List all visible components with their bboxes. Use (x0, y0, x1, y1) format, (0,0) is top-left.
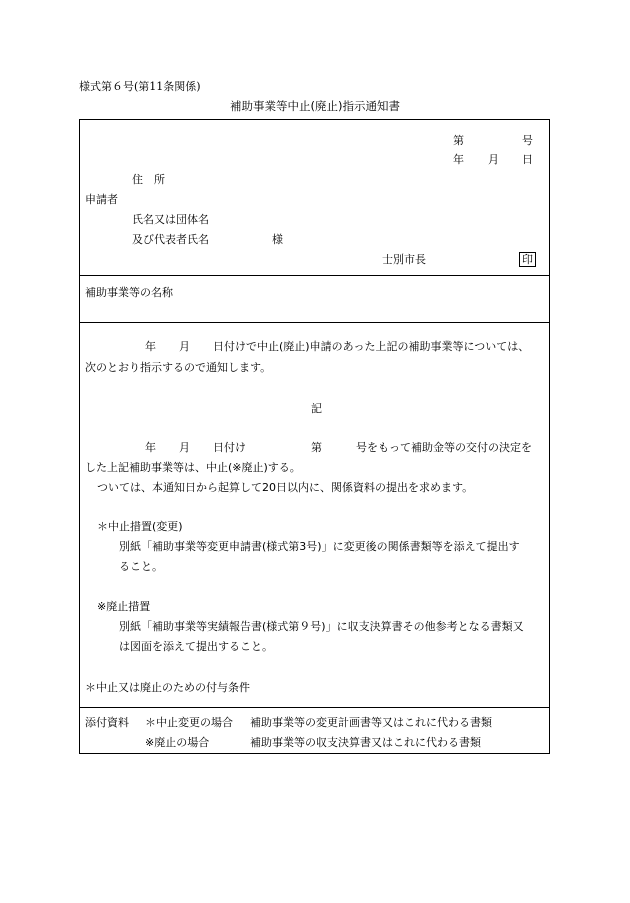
representative-label: 及び代表者氏名 (132, 233, 209, 246)
number-prefix: 第 (453, 134, 464, 147)
attachments-label: 添付資料 (85, 716, 129, 729)
project-name-label: 補助事業等の名称 (85, 286, 173, 299)
attachment-case-abolish: ※廃止の場合 (145, 736, 210, 749)
attachment-doc-abolish: 補助事業等の収支決算書又はこれに代わる書類 (250, 736, 481, 749)
abolish-measures-line1: 別紙「補助事業等実績報告書(様式第９号)」に収支決算書その他参考となる書類又 (119, 620, 524, 633)
name-label: 氏名又は団体名 (132, 213, 209, 226)
applicant-label: 申請者 (85, 193, 118, 206)
abolish-measures-heading: ※廃止措置 (97, 600, 151, 613)
para2-line2: した上記補助事業等は、中止(※廃止)する。 (85, 461, 301, 474)
issuer-title: 士別市長 (382, 253, 426, 266)
para2-line3: ついては、本通知日から起算して20日以内に、関係資料の提出を求めます。 (97, 481, 474, 494)
attachment-case-change: ＊中止変更の場合 (145, 716, 233, 729)
divider-header (79, 275, 550, 276)
para2-date-suffix: 日付け (213, 441, 246, 454)
para2-number-prefix: 第 (311, 441, 322, 454)
para2-month: 月 (179, 441, 190, 454)
honorific: 様 (272, 233, 283, 246)
ki-heading: 記 (311, 402, 322, 415)
para1-line2: 次のとおり指示するので通知します。 (85, 361, 272, 374)
seal-mark: 印 (519, 252, 536, 267)
divider-project-name (79, 322, 550, 323)
attachment-doc-change: 補助事業等の変更計画書等又はこれに代わる書類 (250, 716, 492, 729)
date-month: 月 (488, 153, 499, 166)
para2-year: 年 (145, 441, 156, 454)
form-number-label: 様式第６号(第11条関係) (79, 80, 201, 93)
divider-attachments (79, 707, 550, 708)
change-measures-heading: ＊中止措置(変更) (97, 520, 183, 533)
page-title: 補助事業等中止(廃止)指示通知書 (230, 99, 400, 113)
date-day: 日 (522, 153, 533, 166)
para2-text: 号をもって補助金等の交付の決定を (356, 441, 532, 454)
change-measures-line2: ること。 (119, 560, 163, 573)
address-label: 住 所 (132, 173, 165, 186)
number-suffix: 号 (522, 134, 533, 147)
para1-month: 月 (179, 340, 190, 353)
conditions-label: ＊中止又は廃止のための付与条件 (85, 681, 250, 694)
para1-year: 年 (145, 340, 156, 353)
para1-text: 日付けで中止(廃止)申請のあった上記の補助事業等については、 (213, 340, 530, 353)
change-measures-line1: 別紙「補助事業等変更申請書(様式第3号)」に変更後の関係書類等を添えて提出す (119, 540, 520, 553)
date-year: 年 (453, 153, 464, 166)
abolish-measures-line2: は図面を添えて提出すること。 (119, 640, 273, 653)
